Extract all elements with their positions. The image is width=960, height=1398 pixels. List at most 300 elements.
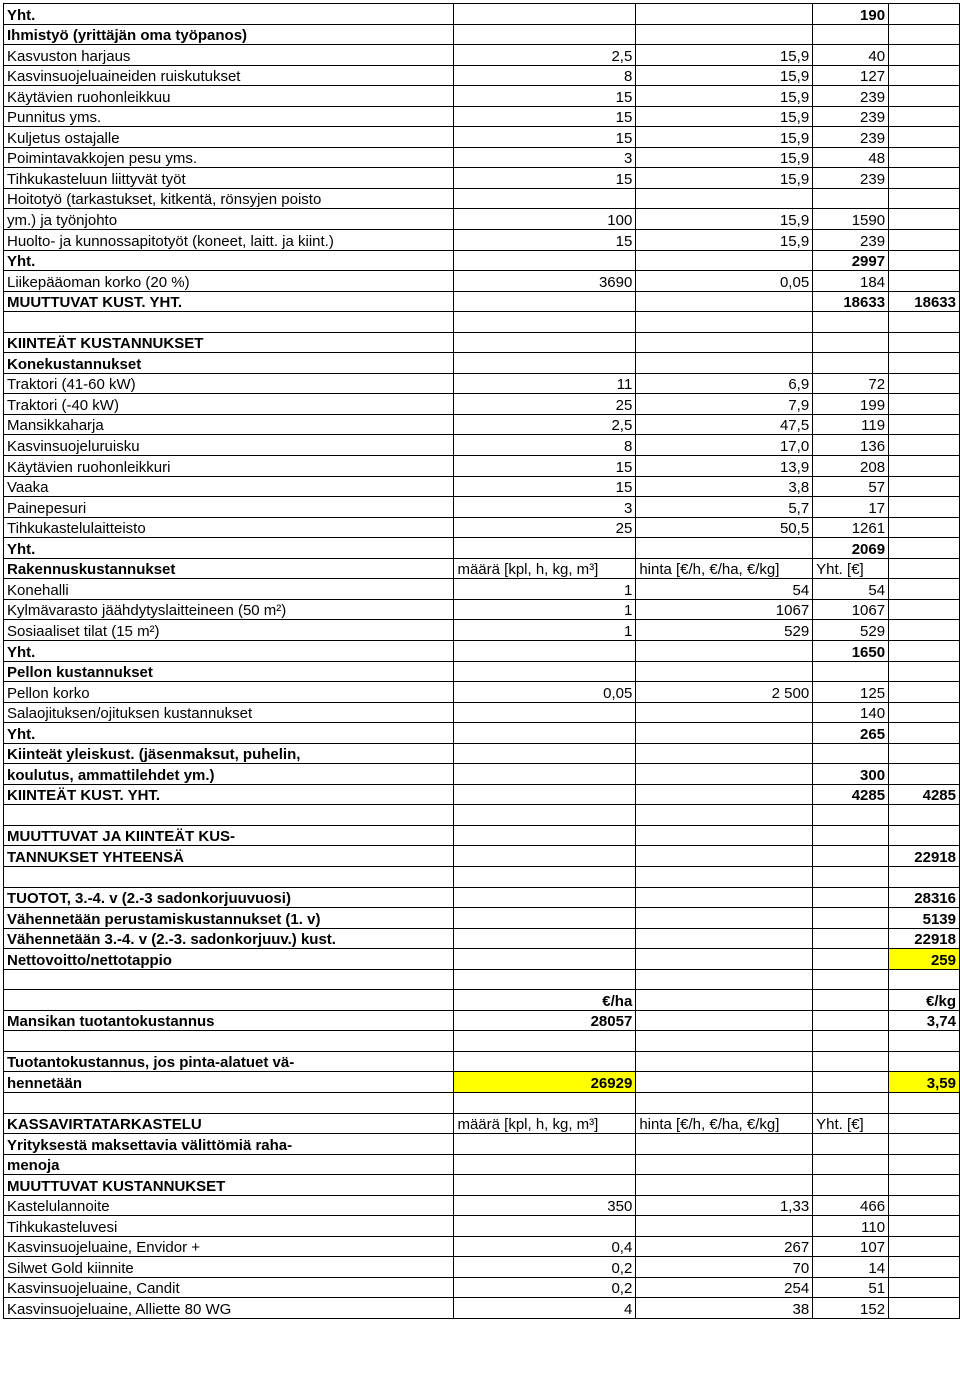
table-cell[interactable] — [454, 702, 636, 723]
table-cell[interactable] — [889, 743, 960, 764]
table-cell[interactable] — [454, 1175, 636, 1196]
table-cell[interactable]: 125 — [813, 682, 889, 703]
table-cell[interactable] — [813, 1134, 889, 1155]
table-cell[interactable]: Mansikkaharja — [4, 414, 454, 435]
table-cell[interactable]: 48 — [813, 147, 889, 168]
table-cell[interactable] — [454, 250, 636, 271]
table-cell[interactable]: 15 — [454, 476, 636, 497]
table-cell[interactable] — [889, 271, 960, 292]
table-cell[interactable]: 466 — [813, 1195, 889, 1216]
table-cell[interactable] — [636, 1092, 813, 1113]
table-cell[interactable]: 136 — [813, 435, 889, 456]
table-cell[interactable] — [454, 640, 636, 661]
table-cell[interactable] — [889, 106, 960, 127]
table-cell[interactable]: 54 — [636, 579, 813, 600]
table-cell[interactable]: määrä [kpl, h, kg, m³] — [454, 1113, 636, 1134]
table-cell[interactable] — [4, 1031, 454, 1052]
table-cell[interactable]: 107 — [813, 1236, 889, 1257]
table-cell[interactable]: ym.) ja työnjohto — [4, 209, 454, 230]
table-cell[interactable] — [454, 743, 636, 764]
table-cell[interactable]: 72 — [813, 373, 889, 394]
table-cell[interactable]: 1067 — [636, 599, 813, 620]
table-cell[interactable] — [454, 24, 636, 45]
table-cell[interactable] — [889, 702, 960, 723]
table-cell[interactable]: Vaaka — [4, 476, 454, 497]
table-cell[interactable]: Poimintavakkojen pesu yms. — [4, 147, 454, 168]
table-cell[interactable]: Kasvuston harjaus — [4, 45, 454, 66]
table-cell[interactable]: 15 — [454, 456, 636, 477]
table-cell[interactable]: 259 — [889, 949, 960, 970]
table-cell[interactable] — [889, 599, 960, 620]
table-cell[interactable]: 25 — [454, 394, 636, 415]
table-cell[interactable]: Kuljetus ostajalle — [4, 127, 454, 148]
table-cell[interactable]: Pellon kustannukset — [4, 661, 454, 682]
table-cell[interactable]: 0,2 — [454, 1257, 636, 1278]
table-cell[interactable] — [636, 784, 813, 805]
table-cell[interactable]: 0,2 — [454, 1277, 636, 1298]
table-cell[interactable] — [889, 1175, 960, 1196]
table-cell[interactable]: 184 — [813, 271, 889, 292]
table-cell[interactable] — [4, 990, 454, 1011]
table-cell[interactable] — [889, 682, 960, 703]
table-cell[interactable]: 28057 — [454, 1010, 636, 1031]
table-cell[interactable] — [636, 887, 813, 908]
table-cell[interactable]: 1 — [454, 599, 636, 620]
table-cell[interactable] — [813, 969, 889, 990]
table-cell[interactable]: Rakennuskustannukset — [4, 558, 454, 579]
table-cell[interactable]: 208 — [813, 456, 889, 477]
table-cell[interactable] — [813, 846, 889, 867]
table-cell[interactable]: hinta [€/h, €/ha, €/kg] — [636, 558, 813, 579]
table-cell[interactable] — [636, 969, 813, 990]
table-cell[interactable]: 152 — [813, 1298, 889, 1319]
table-cell[interactable] — [454, 538, 636, 559]
table-cell[interactable] — [889, 373, 960, 394]
table-cell[interactable] — [636, 1175, 813, 1196]
table-cell[interactable] — [889, 45, 960, 66]
table-cell[interactable]: 15,9 — [636, 65, 813, 86]
table-cell[interactable] — [889, 230, 960, 251]
table-cell[interactable] — [813, 1072, 889, 1093]
table-cell[interactable] — [889, 640, 960, 661]
table-cell[interactable]: Traktori (41-60 kW) — [4, 373, 454, 394]
table-cell[interactable] — [454, 1031, 636, 1052]
table-cell[interactable]: 0,05 — [454, 682, 636, 703]
table-cell[interactable]: 15 — [454, 106, 636, 127]
table-cell[interactable]: MUUTTUVAT JA KIINTEÄT KUS- — [4, 825, 454, 846]
table-cell[interactable] — [813, 949, 889, 970]
table-cell[interactable] — [889, 353, 960, 374]
table-cell[interactable] — [636, 908, 813, 929]
table-cell[interactable]: 254 — [636, 1277, 813, 1298]
table-cell[interactable] — [454, 969, 636, 990]
table-cell[interactable]: 1261 — [813, 517, 889, 538]
table-cell[interactable] — [889, 127, 960, 148]
table-cell[interactable]: 38 — [636, 1298, 813, 1319]
table-cell[interactable]: 15,9 — [636, 127, 813, 148]
table-cell[interactable]: 127 — [813, 65, 889, 86]
table-cell[interactable]: 11 — [454, 373, 636, 394]
table-cell[interactable] — [454, 1154, 636, 1175]
table-cell[interactable]: hennetään — [4, 1072, 454, 1093]
table-cell[interactable]: Kasvinsuojeluaine, Envidor + — [4, 1236, 454, 1257]
table-cell[interactable] — [636, 312, 813, 333]
table-cell[interactable]: 239 — [813, 106, 889, 127]
table-cell[interactable] — [889, 1031, 960, 1052]
table-cell[interactable]: 15,9 — [636, 45, 813, 66]
table-cell[interactable]: 350 — [454, 1195, 636, 1216]
table-cell[interactable]: Vähennetään 3.-4. v (2.-3. sadonkorjuuv.) kust. — [4, 928, 454, 949]
table-cell[interactable] — [454, 1051, 636, 1072]
table-cell[interactable] — [889, 661, 960, 682]
table-cell[interactable]: määrä [kpl, h, kg, m³] — [454, 558, 636, 579]
table-cell[interactable]: 15,9 — [636, 86, 813, 107]
table-cell[interactable]: Kylmävarasto jäähdytyslaitteineen (50 m²) — [4, 599, 454, 620]
table-cell[interactable] — [454, 188, 636, 209]
table-cell[interactable] — [889, 866, 960, 887]
table-cell[interactable] — [813, 1154, 889, 1175]
table-cell[interactable] — [636, 743, 813, 764]
table-cell[interactable]: 300 — [813, 764, 889, 785]
table-cell[interactable]: 0,05 — [636, 271, 813, 292]
table-cell[interactable]: 28316 — [889, 887, 960, 908]
table-cell[interactable]: Liikepääoman korko (20 %) — [4, 271, 454, 292]
table-cell[interactable] — [636, 928, 813, 949]
table-cell[interactable]: 239 — [813, 168, 889, 189]
table-cell[interactable]: 3 — [454, 497, 636, 518]
table-cell[interactable] — [636, 24, 813, 45]
table-cell[interactable] — [4, 866, 454, 887]
table-cell[interactable]: Tihkukasteluvesi — [4, 1216, 454, 1237]
table-cell[interactable] — [813, 1092, 889, 1113]
table-cell[interactable]: Yrityksestä maksettavia välittömiä raha- — [4, 1134, 454, 1155]
table-cell[interactable]: 26929 — [454, 1072, 636, 1093]
table-cell[interactable] — [813, 928, 889, 949]
table-cell[interactable] — [636, 332, 813, 353]
table-cell[interactable]: 2 500 — [636, 682, 813, 703]
table-cell[interactable]: Traktori (-40 kW) — [4, 394, 454, 415]
table-cell[interactable] — [636, 825, 813, 846]
table-cell[interactable]: 15 — [454, 168, 636, 189]
table-cell[interactable] — [889, 805, 960, 826]
table-cell[interactable]: Huolto- ja kunnossapitotyöt (koneet, laitt. ja kiint.) — [4, 230, 454, 251]
table-cell[interactable]: 110 — [813, 1216, 889, 1237]
table-cell[interactable]: 3,8 — [636, 476, 813, 497]
table-cell[interactable] — [636, 990, 813, 1011]
table-cell[interactable]: 3 — [454, 147, 636, 168]
table-cell[interactable] — [889, 1216, 960, 1237]
table-cell[interactable]: 1067 — [813, 599, 889, 620]
table-cell[interactable] — [454, 353, 636, 374]
table-cell[interactable]: 2,5 — [454, 414, 636, 435]
table-cell[interactable]: TANNUKSET YHTEENSÄ — [4, 846, 454, 867]
table-cell[interactable]: Kasvinsuojeluaineiden ruiskutukset — [4, 65, 454, 86]
table-cell[interactable] — [454, 928, 636, 949]
table-cell[interactable] — [454, 1092, 636, 1113]
table-cell[interactable] — [454, 846, 636, 867]
table-cell[interactable] — [4, 1092, 454, 1113]
table-cell[interactable] — [454, 764, 636, 785]
table-cell[interactable] — [889, 65, 960, 86]
table-cell[interactable] — [636, 866, 813, 887]
table-cell[interactable]: Konekustannukset — [4, 353, 454, 374]
table-cell[interactable] — [454, 908, 636, 929]
table-cell[interactable]: 1650 — [813, 640, 889, 661]
table-cell[interactable] — [889, 620, 960, 641]
table-cell[interactable] — [889, 435, 960, 456]
table-cell[interactable]: 50,5 — [636, 517, 813, 538]
table-cell[interactable]: 15 — [454, 230, 636, 251]
table-cell[interactable] — [889, 1277, 960, 1298]
table-cell[interactable] — [889, 147, 960, 168]
table-cell[interactable]: 4285 — [889, 784, 960, 805]
table-cell[interactable] — [636, 291, 813, 312]
table-cell[interactable] — [636, 250, 813, 271]
table-cell[interactable] — [636, 1072, 813, 1093]
table-cell[interactable]: 4285 — [813, 784, 889, 805]
table-cell[interactable]: 1590 — [813, 209, 889, 230]
table-cell[interactable]: 2997 — [813, 250, 889, 271]
table-cell[interactable] — [813, 743, 889, 764]
table-cell[interactable]: Yht. — [4, 723, 454, 744]
table-cell[interactable] — [454, 784, 636, 805]
table-cell[interactable] — [889, 558, 960, 579]
table-cell[interactable] — [4, 969, 454, 990]
table-cell[interactable] — [813, 332, 889, 353]
table-cell[interactable]: Tihkukasteluun liittyvät työt — [4, 168, 454, 189]
table-cell[interactable]: Käytävien ruohonleikkuu — [4, 86, 454, 107]
table-cell[interactable]: 239 — [813, 86, 889, 107]
table-cell[interactable] — [813, 990, 889, 1011]
table-cell[interactable] — [454, 887, 636, 908]
table-cell[interactable]: Mansikan tuotantokustannus — [4, 1010, 454, 1031]
table-cell[interactable]: TUOTOT, 3.-4. v (2.-3 sadonkorjuuvuosi) — [4, 887, 454, 908]
table-cell[interactable]: 239 — [813, 230, 889, 251]
table-cell[interactable] — [889, 764, 960, 785]
table-cell[interactable] — [454, 661, 636, 682]
table-cell[interactable]: Nettovoitto/nettotappio — [4, 949, 454, 970]
table-cell[interactable]: 15,9 — [636, 230, 813, 251]
table-cell[interactable]: 239 — [813, 127, 889, 148]
table-cell[interactable]: 267 — [636, 1236, 813, 1257]
table-cell[interactable]: 40 — [813, 45, 889, 66]
table-cell[interactable]: Sosiaaliset tilat (15 m²) — [4, 620, 454, 641]
table-cell[interactable] — [889, 394, 960, 415]
table-cell[interactable] — [636, 661, 813, 682]
table-cell[interactable] — [813, 188, 889, 209]
table-cell[interactable]: Kastelulannoite — [4, 1195, 454, 1216]
table-cell[interactable]: 25 — [454, 517, 636, 538]
table-cell[interactable]: Yht. [€] — [813, 1113, 889, 1134]
table-cell[interactable]: Käytävien ruohonleikkuri — [4, 456, 454, 477]
table-cell[interactable]: Tihkukastelulaitteisto — [4, 517, 454, 538]
table-cell[interactable]: Vähennetään perustamiskustannukset (1. v) — [4, 908, 454, 929]
table-cell[interactable] — [889, 86, 960, 107]
table-cell[interactable]: 15,9 — [636, 209, 813, 230]
table-cell[interactable] — [889, 1051, 960, 1072]
table-cell[interactable]: Painepesuri — [4, 497, 454, 518]
table-cell[interactable] — [889, 168, 960, 189]
table-cell[interactable]: 18633 — [813, 291, 889, 312]
table-cell[interactable]: Yht. — [4, 538, 454, 559]
table-cell[interactable] — [889, 517, 960, 538]
table-cell[interactable]: koulutus, ammattilehdet ym.) — [4, 764, 454, 785]
table-cell[interactable]: €/kg — [889, 990, 960, 1011]
table-cell[interactable] — [813, 866, 889, 887]
table-cell[interactable] — [813, 887, 889, 908]
table-cell[interactable] — [636, 805, 813, 826]
table-cell[interactable] — [636, 764, 813, 785]
table-cell[interactable] — [813, 805, 889, 826]
table-cell[interactable] — [813, 312, 889, 333]
table-cell[interactable] — [454, 723, 636, 744]
table-cell[interactable] — [813, 908, 889, 929]
table-cell[interactable] — [813, 825, 889, 846]
table-cell[interactable]: Yht. — [4, 4, 454, 25]
table-cell[interactable]: 57 — [813, 476, 889, 497]
table-cell[interactable] — [889, 312, 960, 333]
table-cell[interactable]: MUUTTUVAT KUST. YHT. — [4, 291, 454, 312]
table-cell[interactable] — [636, 188, 813, 209]
table-cell[interactable]: Ihmistyö (yrittäjän oma työpanos) — [4, 24, 454, 45]
table-cell[interactable]: 190 — [813, 4, 889, 25]
table-cell[interactable] — [813, 661, 889, 682]
table-cell[interactable] — [889, 1134, 960, 1155]
table-cell[interactable]: 54 — [813, 579, 889, 600]
table-cell[interactable]: 22918 — [889, 846, 960, 867]
table-cell[interactable]: 529 — [813, 620, 889, 641]
table-cell[interactable]: 70 — [636, 1257, 813, 1278]
table-cell[interactable] — [636, 640, 813, 661]
table-cell[interactable] — [889, 332, 960, 353]
table-cell[interactable] — [636, 1051, 813, 1072]
table-cell[interactable]: 15,9 — [636, 147, 813, 168]
table-cell[interactable] — [636, 949, 813, 970]
table-cell[interactable]: 8 — [454, 435, 636, 456]
table-cell[interactable]: Kasvinsuojeluaine, Alliette 80 WG — [4, 1298, 454, 1319]
table-cell[interactable] — [454, 332, 636, 353]
table-cell[interactable]: 2069 — [813, 538, 889, 559]
table-cell[interactable] — [889, 209, 960, 230]
table-cell[interactable]: Tuotantokustannus, jos pinta-alatuet vä- — [4, 1051, 454, 1072]
table-cell[interactable]: hinta [€/h, €/ha, €/kg] — [636, 1113, 813, 1134]
table-cell[interactable] — [889, 24, 960, 45]
table-cell[interactable] — [889, 1154, 960, 1175]
table-cell[interactable] — [454, 805, 636, 826]
table-cell[interactable]: 14 — [813, 1257, 889, 1278]
table-cell[interactable]: 22918 — [889, 928, 960, 949]
table-cell[interactable]: 15,9 — [636, 168, 813, 189]
table-cell[interactable]: 8 — [454, 65, 636, 86]
table-cell[interactable]: 51 — [813, 1277, 889, 1298]
table-cell[interactable]: Kiinteät yleiskust. (jäsenmaksut, puhelin, — [4, 743, 454, 764]
table-cell[interactable] — [813, 353, 889, 374]
table-cell[interactable] — [889, 414, 960, 435]
table-cell[interactable] — [636, 1216, 813, 1237]
table-cell[interactable]: 529 — [636, 620, 813, 641]
table-cell[interactable] — [454, 291, 636, 312]
table-cell[interactable]: KIINTEÄT KUST. YHT. — [4, 784, 454, 805]
table-cell[interactable]: 199 — [813, 394, 889, 415]
table-cell[interactable] — [889, 1092, 960, 1113]
table-cell[interactable] — [454, 825, 636, 846]
table-cell[interactable]: 15 — [454, 127, 636, 148]
table-cell[interactable] — [454, 1216, 636, 1237]
table-cell[interactable]: 0,4 — [454, 1236, 636, 1257]
table-cell[interactable]: Konehalli — [4, 579, 454, 600]
table-cell[interactable]: menoja — [4, 1154, 454, 1175]
table-cell[interactable]: Yht. — [4, 250, 454, 271]
table-cell[interactable]: 5,7 — [636, 497, 813, 518]
table-cell[interactable]: Kasvinsuojeluruisku — [4, 435, 454, 456]
table-cell[interactable] — [889, 969, 960, 990]
table-cell[interactable]: Yht. — [4, 640, 454, 661]
table-cell[interactable]: 3690 — [454, 271, 636, 292]
table-cell[interactable] — [454, 4, 636, 25]
table-cell[interactable] — [889, 1195, 960, 1216]
table-cell[interactable]: 5139 — [889, 908, 960, 929]
table-cell[interactable] — [889, 723, 960, 744]
table-cell[interactable]: 17,0 — [636, 435, 813, 456]
table-cell[interactable] — [636, 846, 813, 867]
table-cell[interactable] — [636, 723, 813, 744]
table-cell[interactable] — [889, 579, 960, 600]
table-cell[interactable]: 6,9 — [636, 373, 813, 394]
table-cell[interactable]: 15 — [454, 86, 636, 107]
table-cell[interactable]: KIINTEÄT KUSTANNUKSET — [4, 332, 454, 353]
table-cell[interactable]: 1,33 — [636, 1195, 813, 1216]
table-cell[interactable] — [889, 456, 960, 477]
table-cell[interactable]: 47,5 — [636, 414, 813, 435]
table-cell[interactable] — [889, 1113, 960, 1134]
table-cell[interactable]: 140 — [813, 702, 889, 723]
table-cell[interactable]: 3,74 — [889, 1010, 960, 1031]
table-cell[interactable] — [889, 1298, 960, 1319]
table-cell[interactable]: 18633 — [889, 291, 960, 312]
table-cell[interactable] — [889, 476, 960, 497]
table-cell[interactable]: 7,9 — [636, 394, 813, 415]
table-cell[interactable]: 1 — [454, 579, 636, 600]
table-cell[interactable] — [454, 312, 636, 333]
table-cell[interactable] — [889, 497, 960, 518]
table-cell[interactable] — [889, 1257, 960, 1278]
table-cell[interactable] — [813, 1031, 889, 1052]
table-cell[interactable] — [889, 188, 960, 209]
table-cell[interactable] — [636, 353, 813, 374]
table-cell[interactable]: MUUTTUVAT KUSTANNUKSET — [4, 1175, 454, 1196]
table-cell[interactable] — [813, 1175, 889, 1196]
table-cell[interactable]: €/ha — [454, 990, 636, 1011]
table-cell[interactable]: 3,59 — [889, 1072, 960, 1093]
table-cell[interactable] — [813, 1010, 889, 1031]
table-cell[interactable] — [813, 24, 889, 45]
table-cell[interactable]: 100 — [454, 209, 636, 230]
table-cell[interactable] — [889, 4, 960, 25]
table-cell[interactable]: Hoitotyö (tarkastukset, kitkentä, rönsyjen poisto — [4, 188, 454, 209]
table-cell[interactable]: 119 — [813, 414, 889, 435]
table-cell[interactable]: KASSAVIRTATARKASTELU — [4, 1113, 454, 1134]
table-cell[interactable] — [4, 805, 454, 826]
table-cell[interactable] — [636, 1031, 813, 1052]
table-cell[interactable] — [636, 702, 813, 723]
table-cell[interactable]: 13,9 — [636, 456, 813, 477]
table-cell[interactable] — [889, 538, 960, 559]
table-cell[interactable] — [636, 1134, 813, 1155]
table-cell[interactable] — [636, 4, 813, 25]
table-cell[interactable] — [636, 538, 813, 559]
table-cell[interactable]: Salaojituksen/ojituksen kustannukset — [4, 702, 454, 723]
table-cell[interactable] — [454, 949, 636, 970]
